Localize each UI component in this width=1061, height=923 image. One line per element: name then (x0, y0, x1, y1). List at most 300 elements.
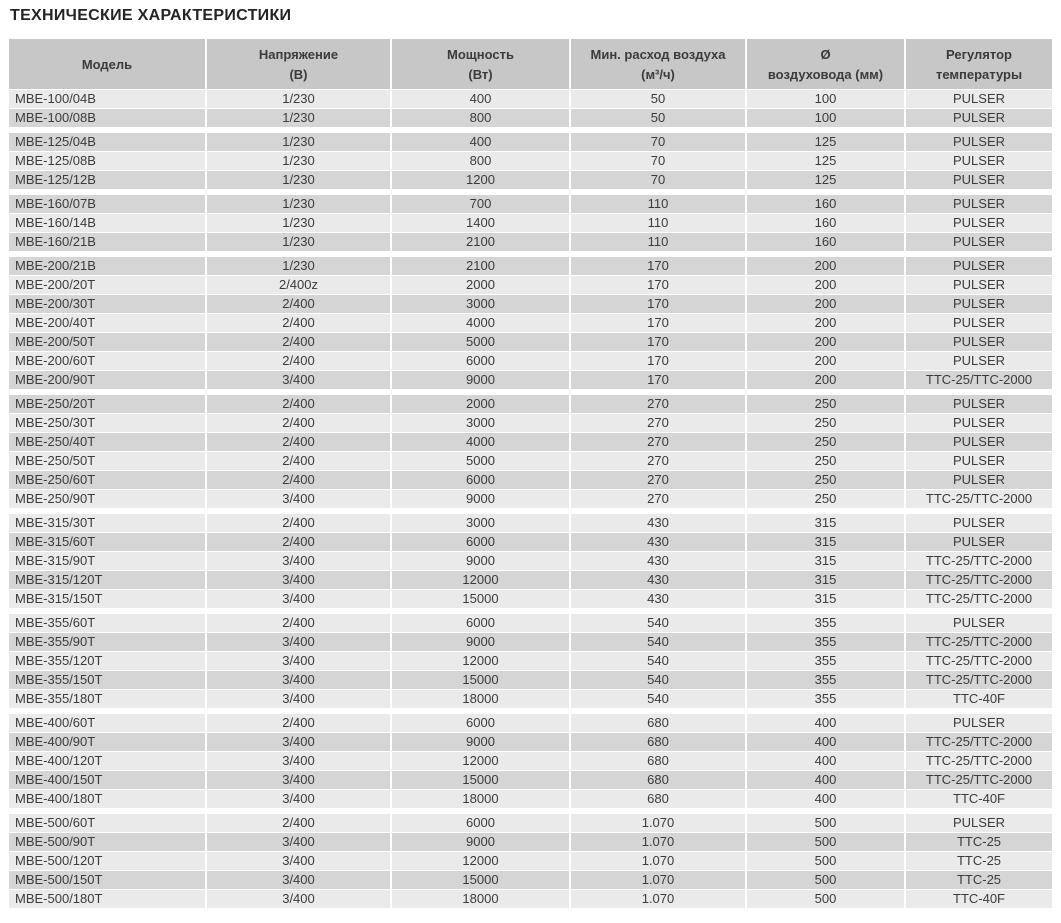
cell-voltage: 2/400 (207, 452, 390, 470)
row-group (9, 614, 1061, 708)
header-duct-diameter-symbol: Ø (820, 46, 831, 62)
cell-voltage: 3/400 (207, 552, 390, 570)
table-row (9, 90, 1052, 108)
cell-airflow: 170 (571, 314, 745, 332)
cell-power: 12000 (392, 571, 569, 589)
cell-airflow: 270 (571, 490, 745, 508)
cell-regulator: PULSER (906, 414, 1052, 432)
table-row (9, 257, 1052, 275)
header-duct-diameter (747, 39, 904, 89)
cell-airflow: 170 (571, 333, 745, 351)
cell-regulator: PULSER (906, 471, 1052, 489)
cell-duct: 355 (747, 671, 904, 689)
cell-voltage: 2/400 (207, 314, 390, 332)
cell-duct: 315 (747, 552, 904, 570)
cell-airflow: 430 (571, 590, 745, 608)
cell-airflow: 680 (571, 790, 745, 808)
cell-duct: 160 (747, 233, 904, 251)
cell-regulator: TTC-40F (906, 690, 1052, 708)
cell-voltage: 2/400 (207, 533, 390, 551)
cell-airflow: 170 (571, 276, 745, 294)
cell-regulator: TTC-25/TTC-2000 (906, 752, 1052, 770)
table-row (9, 614, 1052, 632)
cell-voltage: 3/400 (207, 771, 390, 789)
cell-power: 6000 (392, 533, 569, 551)
cell-model: MBE-400/180T (9, 790, 205, 808)
cell-duct: 400 (747, 733, 904, 751)
cell-duct: 100 (747, 90, 904, 108)
cell-voltage: 1/230 (207, 109, 390, 127)
cell-model: MBE-200/60T (9, 352, 205, 370)
cell-power: 6000 (392, 352, 569, 370)
table-row (9, 533, 1052, 551)
table-row (9, 671, 1052, 689)
cell-duct: 200 (747, 257, 904, 275)
cell-duct: 250 (747, 471, 904, 489)
cell-model: MBE-355/90T (9, 633, 205, 651)
table-body (9, 90, 1061, 908)
cell-model: MBE-355/120T (9, 652, 205, 670)
cell-model: MBE-200/40T (9, 314, 205, 332)
row-group (9, 714, 1061, 808)
cell-duct: 315 (747, 571, 904, 589)
cell-power: 6000 (392, 814, 569, 832)
row-group (9, 514, 1061, 608)
cell-power: 18000 (392, 890, 569, 908)
cell-model: MBE-125/08B (9, 152, 205, 170)
cell-voltage: 2/400 (207, 714, 390, 732)
cell-regulator: TTC-25/TTC-2000 (906, 633, 1052, 651)
cell-airflow: 270 (571, 414, 745, 432)
cell-model: MBE-315/150T (9, 590, 205, 608)
cell-voltage: 3/400 (207, 690, 390, 708)
cell-model: MBE-200/20T (9, 276, 205, 294)
cell-airflow: 680 (571, 733, 745, 751)
cell-duct: 200 (747, 333, 904, 351)
cell-regulator: TTC-40F (906, 890, 1052, 908)
table-row (9, 195, 1052, 213)
cell-power: 5000 (392, 333, 569, 351)
cell-model: MBE-200/21B (9, 257, 205, 275)
cell-voltage: 2/400 (207, 414, 390, 432)
cell-airflow: 430 (571, 514, 745, 532)
cell-regulator: PULSER (906, 352, 1052, 370)
cell-voltage: 3/400 (207, 852, 390, 870)
cell-voltage: 3/400 (207, 571, 390, 589)
cell-airflow: 170 (571, 352, 745, 370)
cell-model: MBE-400/60T (9, 714, 205, 732)
cell-duct: 250 (747, 433, 904, 451)
cell-regulator: PULSER (906, 214, 1052, 232)
table-row (9, 295, 1052, 313)
cell-duct: 125 (747, 171, 904, 189)
cell-model: MBE-200/50T (9, 333, 205, 351)
header-airflow-unit: (м³/ч) (641, 66, 675, 82)
cell-duct: 500 (747, 833, 904, 851)
cell-regulator: TTC-25/TTC-2000 (906, 671, 1052, 689)
cell-airflow: 680 (571, 752, 745, 770)
cell-power: 9000 (392, 490, 569, 508)
table-row (9, 890, 1052, 908)
cell-duct: 315 (747, 590, 904, 608)
cell-model: MBE-500/90T (9, 833, 205, 851)
cell-regulator: PULSER (906, 433, 1052, 451)
header-regulator (906, 39, 1052, 89)
cell-airflow: 540 (571, 671, 745, 689)
cell-voltage: 1/230 (207, 90, 390, 108)
cell-airflow: 680 (571, 771, 745, 789)
cell-power: 9000 (392, 633, 569, 651)
row-group (9, 133, 1061, 189)
cell-regulator: PULSER (906, 276, 1052, 294)
table-row (9, 514, 1052, 532)
cell-airflow: 1.070 (571, 833, 745, 851)
cell-regulator: PULSER (906, 90, 1052, 108)
cell-power: 6000 (392, 714, 569, 732)
cell-voltage: 1/230 (207, 233, 390, 251)
header-duct-diameter-unit: воздуховода (мм) (767, 66, 884, 82)
cell-model: MBE-500/120T (9, 852, 205, 870)
cell-duct: 315 (747, 514, 904, 532)
header-airflow-label: Мин. расход воздуха (590, 46, 726, 62)
cell-power: 5000 (392, 452, 569, 470)
cell-airflow: 170 (571, 371, 745, 389)
cell-voltage: 3/400 (207, 733, 390, 751)
cell-duct: 200 (747, 352, 904, 370)
cell-model: MBE-355/60T (9, 614, 205, 632)
cell-regulator: PULSER (906, 814, 1052, 832)
cell-voltage: 2/400 (207, 295, 390, 313)
cell-model: MBE-125/12B (9, 171, 205, 189)
cell-regulator: TTC-25 (906, 871, 1052, 889)
cell-airflow: 1.070 (571, 852, 745, 870)
header-voltage-unit: (В) (289, 66, 308, 82)
cell-duct: 355 (747, 652, 904, 670)
row-group (9, 395, 1061, 508)
cell-voltage: 2/400 (207, 333, 390, 351)
table-row (9, 333, 1052, 351)
cell-duct: 250 (747, 414, 904, 432)
cell-airflow: 270 (571, 452, 745, 470)
cell-regulator: TTC-25 (906, 833, 1052, 851)
cell-duct: 400 (747, 771, 904, 789)
header-regulator-label: Регулятор (946, 46, 1012, 62)
cell-voltage: 3/400 (207, 890, 390, 908)
cell-regulator: PULSER (906, 395, 1052, 413)
cell-regulator: TTC-25/TTC-2000 (906, 652, 1052, 670)
cell-voltage: 2/400 (207, 614, 390, 632)
table-row (9, 733, 1052, 751)
cell-airflow: 50 (571, 90, 745, 108)
table-row (9, 871, 1052, 889)
cell-duct: 250 (747, 490, 904, 508)
cell-regulator: TTC-25/TTC-2000 (906, 571, 1052, 589)
cell-power: 6000 (392, 471, 569, 489)
cell-power: 18000 (392, 790, 569, 808)
cell-duct: 200 (747, 276, 904, 294)
table-row (9, 633, 1052, 651)
cell-regulator: PULSER (906, 314, 1052, 332)
cell-model: MBE-100/08B (9, 109, 205, 127)
table-row (9, 214, 1052, 232)
cell-airflow: 110 (571, 233, 745, 251)
header-power-unit: (Вт) (468, 66, 493, 82)
header-voltage (207, 39, 390, 89)
cell-duct: 400 (747, 714, 904, 732)
row-group (9, 90, 1061, 127)
cell-power: 15000 (392, 590, 569, 608)
cell-model: MBE-100/04B (9, 90, 205, 108)
cell-voltage: 3/400 (207, 633, 390, 651)
cell-airflow: 430 (571, 552, 745, 570)
cell-airflow: 110 (571, 195, 745, 213)
cell-airflow: 270 (571, 395, 745, 413)
cell-airflow: 1.070 (571, 814, 745, 832)
cell-voltage: 3/400 (207, 652, 390, 670)
cell-airflow: 1.070 (571, 871, 745, 889)
cell-airflow: 1.070 (571, 890, 745, 908)
cell-duct: 100 (747, 109, 904, 127)
cell-voltage: 1/230 (207, 257, 390, 275)
cell-model: MBE-355/180T (9, 690, 205, 708)
cell-duct: 355 (747, 614, 904, 632)
cell-airflow: 430 (571, 533, 745, 551)
cell-airflow: 540 (571, 633, 745, 651)
header-model (9, 39, 205, 89)
cell-model: MBE-250/90T (9, 490, 205, 508)
cell-voltage: 2/400 (207, 814, 390, 832)
cell-power: 400 (392, 133, 569, 151)
cell-regulator: PULSER (906, 714, 1052, 732)
cell-power: 15000 (392, 871, 569, 889)
cell-regulator: TTC-40F (906, 790, 1052, 808)
cell-voltage: 1/230 (207, 152, 390, 170)
header-model-label: Модель (81, 56, 133, 72)
table-row (9, 276, 1052, 294)
cell-power: 18000 (392, 690, 569, 708)
cell-duct: 160 (747, 214, 904, 232)
cell-power: 9000 (392, 833, 569, 851)
table-row (9, 552, 1052, 570)
cell-model: MBE-200/30T (9, 295, 205, 313)
table-row (9, 652, 1052, 670)
cell-airflow: 680 (571, 714, 745, 732)
cell-regulator: TTC-25/TTC-2000 (906, 590, 1052, 608)
cell-regulator: TTC-25/TTC-2000 (906, 733, 1052, 751)
row-group (9, 257, 1061, 389)
cell-voltage: 2/400 (207, 471, 390, 489)
cell-model: MBE-160/21B (9, 233, 205, 251)
cell-model: MBE-250/30T (9, 414, 205, 432)
cell-model: MBE-125/04B (9, 133, 205, 151)
table-row (9, 790, 1052, 808)
table-row (9, 109, 1052, 127)
cell-voltage: 2/400 (207, 433, 390, 451)
cell-model: MBE-250/50T (9, 452, 205, 470)
cell-model: MBE-315/30T (9, 514, 205, 532)
cell-regulator: PULSER (906, 171, 1052, 189)
table-row (9, 414, 1052, 432)
cell-power: 4000 (392, 433, 569, 451)
cell-duct: 400 (747, 752, 904, 770)
cell-airflow: 170 (571, 295, 745, 313)
table-row (9, 833, 1052, 851)
cell-duct: 125 (747, 152, 904, 170)
cell-power: 9000 (392, 552, 569, 570)
cell-duct: 160 (747, 195, 904, 213)
cell-voltage: 2/400 (207, 395, 390, 413)
cell-regulator: TTC-25/TTC-2000 (906, 371, 1052, 389)
header-regulator-sub: температуры (935, 66, 1023, 82)
table-row (9, 571, 1052, 589)
header-power-label: Мощность (447, 46, 514, 62)
cell-regulator: PULSER (906, 533, 1052, 551)
table-row (9, 490, 1052, 508)
table-row (9, 852, 1052, 870)
cell-power: 3000 (392, 414, 569, 432)
cell-voltage: 3/400 (207, 590, 390, 608)
cell-duct: 250 (747, 452, 904, 470)
table-row (9, 314, 1052, 332)
cell-regulator: PULSER (906, 109, 1052, 127)
cell-power: 6000 (392, 614, 569, 632)
cell-airflow: 70 (571, 171, 745, 189)
cell-power: 12000 (392, 652, 569, 670)
cell-duct: 125 (747, 133, 904, 151)
cell-duct: 400 (747, 790, 904, 808)
header-voltage-label: Напряжение (258, 46, 339, 62)
row-group (9, 195, 1061, 251)
row-group (9, 814, 1061, 908)
cell-regulator: PULSER (906, 195, 1052, 213)
cell-regulator: PULSER (906, 152, 1052, 170)
table-row (9, 452, 1052, 470)
cell-power: 2100 (392, 257, 569, 275)
cell-power: 3000 (392, 295, 569, 313)
cell-power: 3000 (392, 514, 569, 532)
cell-power: 9000 (392, 371, 569, 389)
cell-power: 9000 (392, 733, 569, 751)
cell-airflow: 430 (571, 571, 745, 589)
cell-airflow: 270 (571, 433, 745, 451)
table-row (9, 152, 1052, 170)
cell-airflow: 70 (571, 152, 745, 170)
cell-model: MBE-315/90T (9, 552, 205, 570)
cell-power: 1400 (392, 214, 569, 232)
table-row (9, 752, 1052, 770)
cell-model: MBE-315/60T (9, 533, 205, 551)
cell-model: MBE-500/180T (9, 890, 205, 908)
cell-airflow: 70 (571, 133, 745, 151)
cell-regulator: PULSER (906, 614, 1052, 632)
header-power (392, 39, 569, 89)
cell-duct: 500 (747, 814, 904, 832)
cell-model: MBE-250/20T (9, 395, 205, 413)
cell-power: 2000 (392, 276, 569, 294)
cell-voltage: 3/400 (207, 790, 390, 808)
cell-voltage: 3/400 (207, 871, 390, 889)
cell-model: MBE-200/90T (9, 371, 205, 389)
cell-duct: 500 (747, 890, 904, 908)
cell-voltage: 3/400 (207, 671, 390, 689)
table-row (9, 371, 1052, 389)
cell-model: MBE-500/60T (9, 814, 205, 832)
header-airflow (571, 39, 745, 89)
cell-airflow: 270 (571, 471, 745, 489)
table-row (9, 133, 1052, 151)
cell-regulator: PULSER (906, 233, 1052, 251)
cell-voltage: 2/400 (207, 514, 390, 532)
cell-voltage: 1/230 (207, 171, 390, 189)
cell-model: MBE-500/150T (9, 871, 205, 889)
cell-voltage: 1/230 (207, 214, 390, 232)
table-row (9, 471, 1052, 489)
table-row (9, 171, 1052, 189)
table-row (9, 352, 1052, 370)
cell-voltage: 3/400 (207, 490, 390, 508)
cell-duct: 250 (747, 395, 904, 413)
cell-duct: 200 (747, 371, 904, 389)
table-row (9, 690, 1052, 708)
cell-power: 4000 (392, 314, 569, 332)
cell-airflow: 110 (571, 214, 745, 232)
cell-airflow: 50 (571, 109, 745, 127)
page-title: ТЕХНИЧЕСКИЕ ХАРАКТЕРИСТИКИ (10, 7, 292, 24)
cell-duct: 315 (747, 533, 904, 551)
cell-regulator: PULSER (906, 257, 1052, 275)
spec-table (9, 39, 1061, 908)
table-row (9, 814, 1052, 832)
cell-power: 800 (392, 152, 569, 170)
table-row (9, 433, 1052, 451)
cell-airflow: 540 (571, 614, 745, 632)
table-row (9, 771, 1052, 789)
cell-regulator: PULSER (906, 295, 1052, 313)
cell-power: 800 (392, 109, 569, 127)
cell-power: 12000 (392, 752, 569, 770)
cell-duct: 500 (747, 871, 904, 889)
cell-voltage: 2/400 (207, 352, 390, 370)
cell-voltage: 3/400 (207, 833, 390, 851)
cell-power: 15000 (392, 671, 569, 689)
cell-regulator: PULSER (906, 333, 1052, 351)
cell-regulator: TTC-25/TTC-2000 (906, 771, 1052, 789)
cell-power: 12000 (392, 852, 569, 870)
cell-model: MBE-160/07B (9, 195, 205, 213)
cell-power: 15000 (392, 771, 569, 789)
cell-regulator: PULSER (906, 514, 1052, 532)
cell-model: MBE-160/14B (9, 214, 205, 232)
table-row (9, 395, 1052, 413)
cell-model: MBE-400/90T (9, 733, 205, 751)
table-row (9, 714, 1052, 732)
cell-regulator: PULSER (906, 452, 1052, 470)
cell-voltage: 1/230 (207, 195, 390, 213)
cell-airflow: 170 (571, 257, 745, 275)
cell-duct: 355 (747, 633, 904, 651)
cell-voltage: 3/400 (207, 752, 390, 770)
cell-power: 2000 (392, 395, 569, 413)
cell-model: MBE-250/60T (9, 471, 205, 489)
cell-model: MBE-400/120T (9, 752, 205, 770)
cell-model: MBE-250/40T (9, 433, 205, 451)
cell-regulator: PULSER (906, 133, 1052, 151)
table-header (9, 39, 1052, 89)
cell-regulator: TTC-25 (906, 852, 1052, 870)
cell-duct: 200 (747, 314, 904, 332)
cell-model: MBE-315/120T (9, 571, 205, 589)
cell-model: MBE-400/150T (9, 771, 205, 789)
